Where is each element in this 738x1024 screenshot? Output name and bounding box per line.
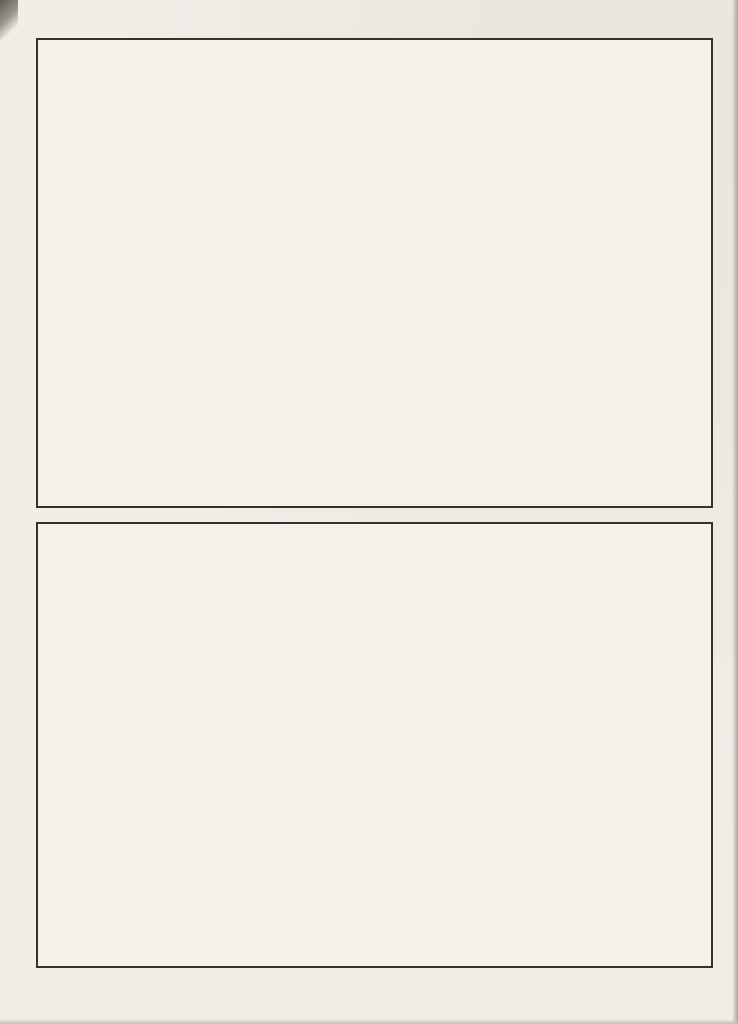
register-table-top bbox=[36, 38, 713, 508]
scan-bottom-edge-shadow bbox=[0, 1019, 738, 1024]
scan-right-edge-shadow bbox=[732, 0, 738, 1024]
scan-corner-smudge bbox=[0, 0, 18, 40]
register-table-bottom bbox=[36, 522, 713, 968]
